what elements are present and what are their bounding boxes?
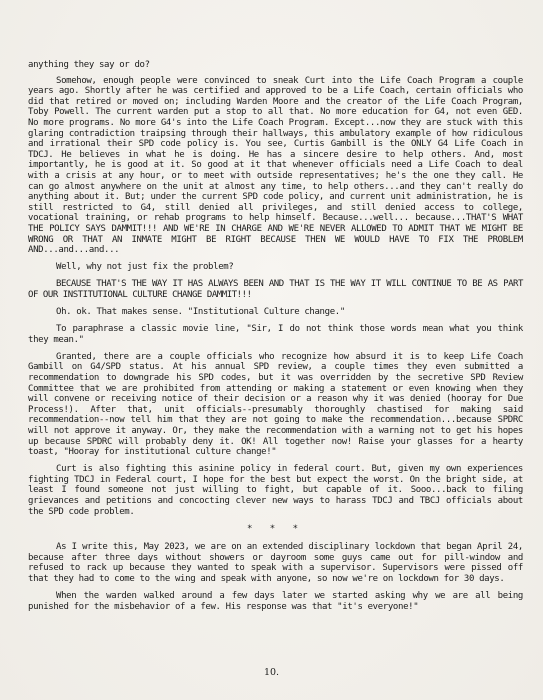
section-separator: * * *	[246, 523, 305, 534]
paragraph-granted: Granted, there are a couple officials who recognize how absurd it is to keep Life Coach Gambill on G4/SPD status. At his annual SPD review, a couple times they even submitted a recommendation to downgrade his SPD codes, but it was overridden by the secretive SPD Review Committee that we are prohibited from attending or making a statement or even knowing when they will convene or receiving notice of their decision or a reason why it was denied (hooray for Due Process!). After that, unit officials--presumably thoroughly chastised for making said recommendation--now tell him that they are not going to make the recommendation...because SPDRC will not approve it anyway. Or, they make the recommendation with a warning not to get his hopes up because SPDRC will probably deny it. OK! All together now! Raise your glasses for a hearty toast, "Hooray for institutional culture change!"	[28, 351, 523, 458]
paragraph-because: BECAUSE THAT'S THE WAY IT HAS ALWAYS BEEN AND THAT IS THE WAY IT WILL CONTINUE TO BE AS PART OF OUR INSTITUTIONAL CULTURE CHANGE DAMMIT!!!	[28, 279, 523, 300]
page-number: 10.	[263, 667, 280, 678]
paragraph-movie-line: To paraphrase a classic movie line, "Sir, I do not think those words mean what you think they mean."	[28, 324, 523, 345]
paragraph-lockdown: As I write this, May 2023, we are on an extended disciplinary lockdown that began April 24, because after three days without showers or dayroom some guys came out for pill-window and refused to rack up because they wanted to speak with a supervisor. Supervisors were pissed off that they had to come to the wing and speak with anyone, so now we're on lockdown for 30 days.	[28, 542, 523, 585]
paragraph-warden: When the warden walked around a few days later we started asking why we are all being punished for the misbehavior of a few. His response was that "it's everyone!"	[28, 591, 523, 612]
paragraph-federal-court: Curt is also fighting this asinine policy in federal court. But, given my own experiences fighting TDCJ in Federal court, I hope for the best but expect the worst. On the bright side, at least I found someone not just willing to fight, but capable of it. Sooo...back to filing grievances and petitions and concocting clever new ways to harass TDCJ and TBCJ officials about the SPD code problem.	[28, 464, 523, 517]
paragraph-fix-question: Well, why not just fix the problem?	[56, 262, 234, 273]
paragraph-oh-ok: Oh. ok. That makes sense. "Institutional Culture change."	[56, 306, 345, 317]
document-body	[28, 60, 523, 619]
paragraph-life-coach: Somehow, enough people were convinced to sneak Curt into the Life Coach Program a couple years ago. Shortly after he was certified and approved to be a Life Coach, certain officials who did that retired or moved on; including Warden Moore and the creator of the Life Coach Program, Toby Powell. The current warden put a stop to all that. No more education for G4, not even GED. No more programs. No more G4's into the Life Coach Program. Except...now they are stuck with this glaring contradiction traipsing through their hallways, this ambulatory example of how ridiculous and irrational their SPD code policy is. You see, Curtis Gambill is the ONLY G4 Life Coach in TDCJ. He believes in what he is doing. He has a sincere desire to help others. And, most importantly, he is good at it. So good at it that whenever officials need a Life Coach to deal with a crisis at any hour, or to meet with outside representatives; he's the one they call. He can go almost anywhere on the unit at almost any time, to help others...and they can't really do anything about it. But; under the current SPD code policy, and current unit administration, he is still restricted to G4, still denied all privileges, and still denied access to college, vocational training, or rehab programs to help himself. Because...well... because...THAT'S WHAT THE POLICY SAYS DAMMIT!!! AND WE'RE IN CHARGE AND WE'RE NEVER ALLOWED TO ADMIT THAT WE MIGHT BE WRONG OR THAT AN INMATE MIGHT BE RIGHT BECAUSE THEN WE WOULD HAVE TO FIX THE PROBLEM AND...and...and...	[28, 75, 523, 256]
opening-line: anything they say or do?	[28, 60, 150, 70]
